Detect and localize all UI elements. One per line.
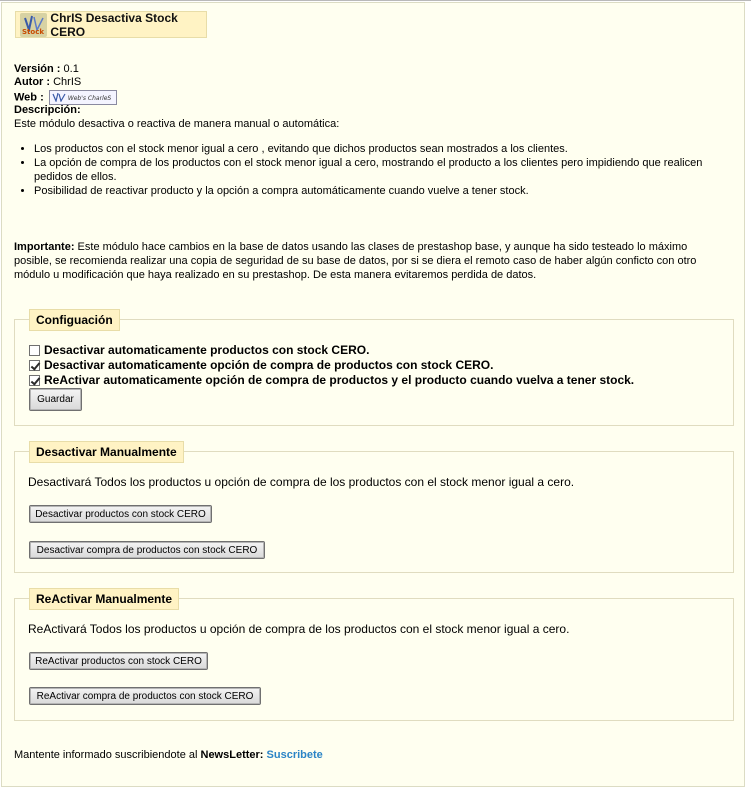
option-label: ReActivar automaticamente opción de compra de productos y el producto cuando vuelva a tener stock. <box>44 373 635 387</box>
author-label: Autor : <box>14 76 51 88</box>
footer-text: Mantente informado suscribiendote al <box>14 749 201 761</box>
logo-text: Stock <box>22 27 45 36</box>
web-label: Web : <box>14 91 44 104</box>
config-legend: Configuación <box>29 309 120 331</box>
description-line <box>14 104 81 117</box>
reactivate-products-button[interactable]: ReActivar productos con stock CERO <box>29 652 208 670</box>
checkbox-disable-products[interactable] <box>29 345 40 356</box>
option-label: Desactivar automaticamente opción de compra de productos con stock CERO. <box>44 358 494 372</box>
deactivate-products-button[interactable]: Desactivar productos con stock CERO <box>29 505 212 523</box>
description-label: Descripción: <box>14 104 81 116</box>
module-logo-icon <box>20 13 45 37</box>
deactivate-fieldset <box>14 445 734 573</box>
deactivate-purchase-button[interactable]: Desactivar compra de productos con stock CERO <box>29 541 265 559</box>
version-line <box>14 63 79 76</box>
reactivate-fieldset <box>14 592 734 721</box>
important-text: Este módulo hace cambios en la base de datos usando las clases de prestashop base, y aunque ha sido testeado lo máximo posible, se recomienda realizar una copia de seguridad de su base de datos, por si se diera el remoto caso de haber algún conficto con otro módulo u modificación que haya realizado en su prestashop. De esta manera evitaremos perdida de datos. <box>14 241 697 281</box>
features-list <box>14 142 734 198</box>
important-note <box>14 240 726 282</box>
config-fieldset <box>14 313 734 426</box>
list-item: • Los productos con el stock menor igual a cero , evitando que dichos productos sean mostrados a los clientes. <box>34 142 734 156</box>
option-disable-products[interactable] <box>29 343 369 357</box>
author-value: ChrIS <box>53 76 82 88</box>
subscribe-link[interactable]: Suscribete <box>266 749 323 761</box>
reactivate-purchase-button[interactable]: ReActivar compra de productos con stock CERO <box>29 687 261 705</box>
list-item: • Posibilidad de reactivar producto y la opción a compra automáticamente cuando vuelve a tener stock. <box>34 184 734 198</box>
version-label: Versión : <box>14 63 61 75</box>
reactivate-legend: ReActivar Manualmente <box>29 588 179 610</box>
web-line <box>14 90 117 105</box>
option-reactivate[interactable] <box>29 373 634 387</box>
reactivate-description: ReActivará Todos los productos u opción de compra de los productos con el stock menor igual a cero. <box>28 622 570 636</box>
web-badge-text: Web's CharleS <box>67 95 112 102</box>
deactivate-legend: Desactivar Manualmente <box>29 441 184 463</box>
module-title-box <box>15 11 207 38</box>
newsletter-label: NewsLetter: <box>200 749 264 761</box>
version-value: 0.1 <box>63 63 79 75</box>
module-panel <box>1 2 745 787</box>
deactivate-description: Desactivará Todos los productos u opción de compra de los productos con el stock menor igual a cero. <box>28 475 575 489</box>
newsletter-footer <box>14 749 323 761</box>
important-label: Importante: <box>14 241 75 253</box>
module-title: ChrIS Desactiva Stock CERO <box>50 10 178 39</box>
option-disable-purchase[interactable] <box>29 358 493 372</box>
web-badge-icon <box>52 92 66 102</box>
save-button[interactable]: Guardar <box>29 388 82 411</box>
option-label: Desactivar automaticamente productos con stock CERO. <box>44 343 370 357</box>
top-divider <box>0 0 751 1</box>
web-badge-link[interactable] <box>49 90 117 105</box>
checkbox-reactivate[interactable] <box>29 375 40 386</box>
description-text: Este módulo desactiva o reactiva de manera manual o automática: <box>14 118 340 130</box>
list-item: • La opción de compra de los productos con el stock menor igual a cero, mostrando el producto a los clientes pero impidiendo que realicen pedidos de ellos. <box>34 156 734 184</box>
author-line <box>14 76 81 89</box>
checkbox-disable-purchase[interactable] <box>29 360 40 371</box>
